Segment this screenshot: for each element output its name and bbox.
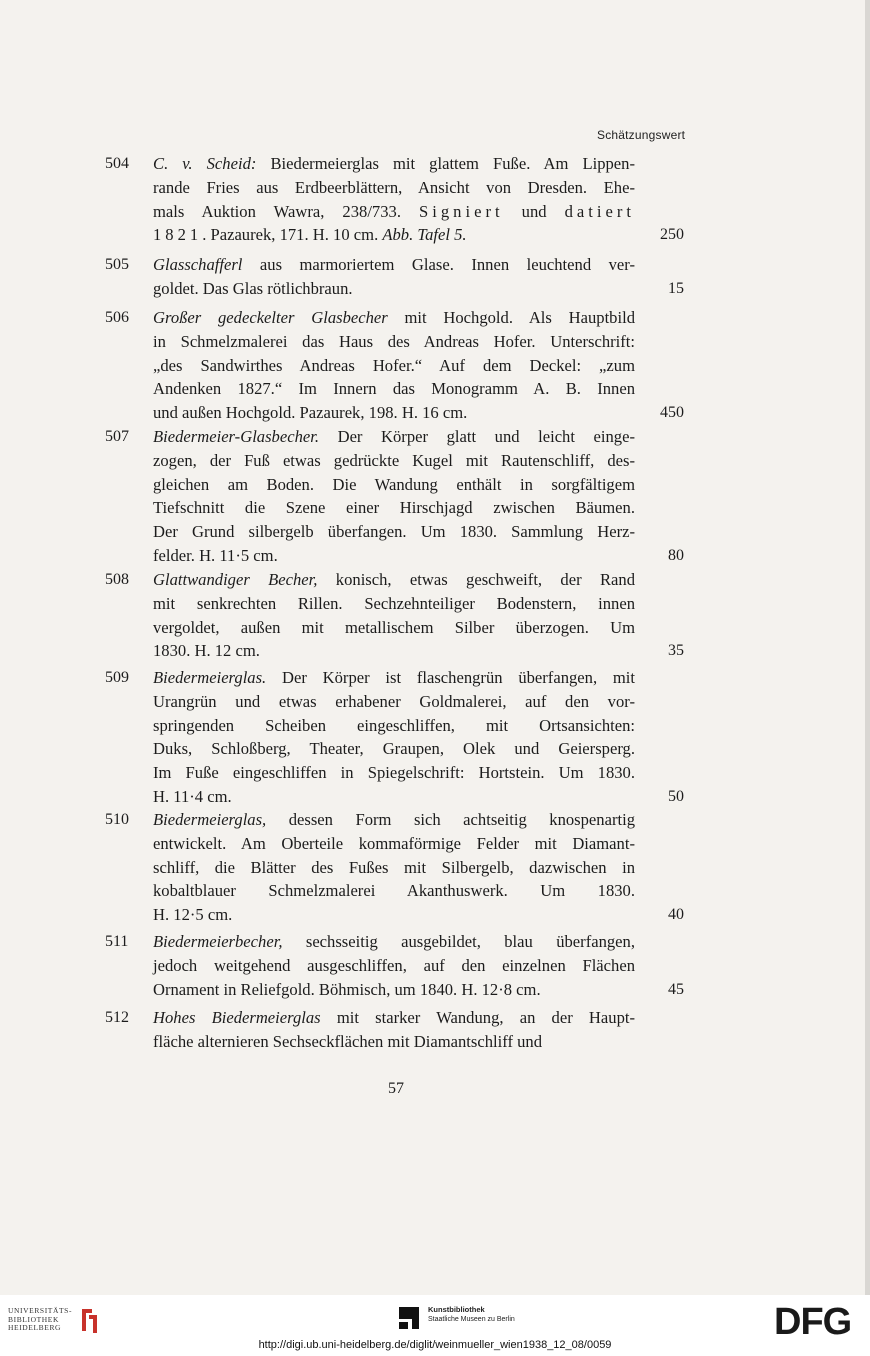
body-text: Der Körper glatt und leicht einge- (319, 427, 635, 446)
permalink-url[interactable]: http://digi.ub.uni-heidelberg.de/diglit/weinmueller_wien1938_12_08/0059 (258, 1339, 612, 1351)
description-line (153, 832, 635, 856)
estimate-value: 45 (668, 980, 684, 998)
body-text: und (503, 201, 565, 221)
body-text: . Pazaurek, 171. H. 10 cm. (202, 225, 383, 245)
kunstbibliothek-logo[interactable] (398, 1305, 515, 1331)
body-text: gleichen am Boden. Die Wandung enthält in sorgfältigem (153, 474, 635, 494)
body-text: und außen Hochgold. Pazaurek, 198. H. 16 cm. (153, 403, 468, 423)
body-text: 1830. H. 12 cm. (153, 641, 260, 661)
body-text: H. 11·4 cm. (153, 786, 232, 806)
body-text: H. 12·5 cm. (153, 905, 233, 925)
italic-text: Großer gedeckelter Glasbecher (153, 308, 388, 327)
body-text: schliff, die Blätter des Fußes mit Silbergelb, dazwischen in (153, 857, 635, 877)
column-header-estimate: Schätzungswert (597, 128, 686, 142)
estimate-value: 80 (668, 547, 684, 564)
description-line (153, 954, 635, 978)
body-text: Im Fuße eingeschliffen in Spiegelschrift: Hortstein. Um 1830. (153, 763, 635, 783)
estimate-value: 15 (668, 279, 684, 297)
description-line (153, 544, 635, 568)
body-text: springenden Scheiben eingeschliffen, mit Ortsansichten: (153, 715, 635, 735)
spaced-text: datiert (564, 201, 636, 221)
description-line (153, 785, 635, 809)
description-line (153, 377, 635, 401)
body-text: dessen Form sich achtseitig knospenartig (266, 810, 635, 829)
italic-text: Abb. Tafel 5. (382, 225, 467, 245)
description-line (153, 176, 635, 200)
description-line (153, 473, 635, 497)
page-number: 57 (388, 1080, 404, 1097)
body-text: felder. H. 11·5 cm. (153, 545, 278, 565)
lot-description (153, 930, 635, 1001)
description-line (153, 690, 635, 714)
body-text: vergoldet, außen mit metallischem Silber überzogen. Um (153, 617, 635, 637)
description-line (153, 903, 635, 927)
italic-text: Biedermeierglas, (153, 810, 267, 829)
ub-heidelberg-emblem-icon (78, 1305, 100, 1335)
description-line (153, 354, 635, 378)
description-line (153, 808, 635, 832)
lot-description (153, 666, 635, 809)
lot-number: 504 (105, 155, 129, 172)
body-text: Der Körper ist flaschengrün überfangen, mit (266, 668, 635, 687)
italic-text: Hohes Biedermeierglas (153, 1008, 321, 1027)
description-line (153, 1030, 635, 1054)
italic-text: Glattwandiger Becher, (153, 570, 318, 589)
description-line (153, 616, 635, 640)
description-line (153, 306, 635, 330)
description-line (153, 761, 635, 785)
description-line (153, 330, 635, 354)
description-line (153, 930, 635, 954)
body-text: Andenken 1827.“ Im Innern das Monogramm A. B. Innen (153, 379, 635, 399)
dfg-logo[interactable]: DFG (774, 1301, 852, 1343)
lot-number: 507 (105, 428, 129, 445)
body-text: konisch, etwas geschweift, der Rand (317, 570, 635, 589)
kunstbibliothek-text: Kunstbibliothek Staatliche Museen zu Berlin (428, 1305, 515, 1323)
estimate-value: 40 (668, 906, 684, 924)
body-text: goldet. Das Glas rötlichbraun. (153, 278, 353, 298)
estimate-value: 35 (668, 642, 684, 660)
body-text: mit starker Wandung, an der Haupt- (320, 1008, 636, 1027)
body-text: fläche alternieren Sechseckflächen mit Diamantschliff und (153, 1031, 543, 1051)
italic-text: Biedermeierglas. (153, 668, 267, 687)
body-text: entwickelt. Am Oberteile kommaförmige Felder mit Diamant- (153, 833, 635, 853)
body-text: mit senkrechten Rillen. Sechzehnteiliger Bodenstern, innen (153, 593, 635, 613)
body-text: jedoch weitgehend ausgeschliffen, auf den einzelnen Flächen (153, 955, 635, 975)
description-line (153, 496, 635, 520)
lot-description (153, 425, 635, 568)
ub-heidelberg-logo[interactable] (8, 1305, 100, 1335)
italic-text: Glasschafferl (153, 255, 243, 274)
body-text: kobaltblauer Schmelzmalerei Akanthuswerk. Um 1830. (153, 881, 635, 901)
description-line (153, 639, 635, 663)
description-line (153, 223, 635, 247)
body-text: Urangrün und etwas erhabener Goldmalerei, auf den vor- (153, 691, 635, 711)
lot-number: 506 (105, 309, 129, 326)
lot-number: 505 (105, 256, 129, 273)
description-line (153, 879, 635, 903)
lot-description (153, 253, 635, 301)
body-text: Der Grund silbergelb überfangen. Um 1830. Sammlung Herz- (153, 522, 635, 542)
body-text: zogen, der Fuß etwas gedrückte Kugel mit Rautenschliff, des- (153, 450, 635, 470)
body-text: „des Sandwirthes Andreas Hofer.“ Auf dem Deckel: „zum (153, 355, 635, 375)
lot-number: 508 (105, 571, 129, 588)
lot-number: 510 (105, 811, 129, 828)
spaced-text: 1821 (153, 225, 203, 245)
estimate-value: 450 (660, 404, 684, 422)
body-text: Ornament in Reliefgold. Böhmisch, um 1840. H. 12·8 cm. (153, 979, 541, 999)
body-text: sechsseitig ausgebildet, blau überfangen, (282, 932, 635, 951)
description-line (153, 856, 635, 880)
description-line (153, 520, 635, 544)
lot-number: 512 (105, 1009, 129, 1026)
body-text: mals Auktion Wawra, 238/733. (153, 201, 420, 221)
lot-description (153, 1006, 635, 1054)
spaced-text: Signiert (419, 201, 504, 221)
ub-heidelberg-text: UNIVERSITÄTS- BIBLIOTHEK HEIDELBERG (8, 1306, 73, 1333)
estimate-value: 50 (668, 788, 684, 805)
lot-description (153, 306, 635, 425)
description-line (153, 277, 635, 301)
description-line (153, 666, 635, 690)
italic-text: C. v. Scheid: (153, 154, 257, 173)
lot-description (153, 808, 635, 927)
body-text: Duks, Schloßberg, Theater, Graupen, Olek und Geiersperg. (153, 739, 635, 759)
description-line (153, 401, 635, 425)
kunstbibliothek-emblem-icon (398, 1305, 420, 1331)
description-line (153, 978, 635, 1002)
description-line (153, 568, 635, 592)
description-line (153, 592, 635, 616)
body-text: mit Hochgold. Als Hauptbild (387, 308, 635, 327)
lot-number: 509 (105, 669, 129, 686)
body-text: rande Fries aus Erdbeerblättern, Ansicht von Dresden. Ehe- (153, 177, 635, 197)
estimate-value: 250 (660, 226, 684, 244)
body-text: aus marmoriertem Glase. Innen leuchtend ver- (242, 255, 635, 274)
description-line (153, 737, 635, 761)
lot-number: 511 (105, 933, 129, 950)
italic-text: Biedermeierbecher, (153, 932, 283, 951)
description-line (153, 425, 635, 449)
lot-description (153, 152, 635, 247)
description-line (153, 200, 635, 224)
scan-edge (865, 0, 870, 1295)
body-text: Biedermeierglas mit glattem Fuße. Am Lippen- (256, 154, 635, 173)
description-line (153, 449, 635, 473)
body-text: in Schmelzmalerei das Haus des Andreas Hofer. Unterschrift: (153, 331, 635, 351)
lot-description (153, 568, 635, 663)
description-line (153, 253, 635, 277)
body-text: Tiefschnitt die Szene einer Hirschjagd zwischen Bäumen. (153, 498, 635, 518)
description-line (153, 1006, 635, 1030)
italic-text: Biedermeier-Glasbecher. (153, 427, 320, 446)
description-line (153, 152, 635, 176)
description-line (153, 714, 635, 738)
